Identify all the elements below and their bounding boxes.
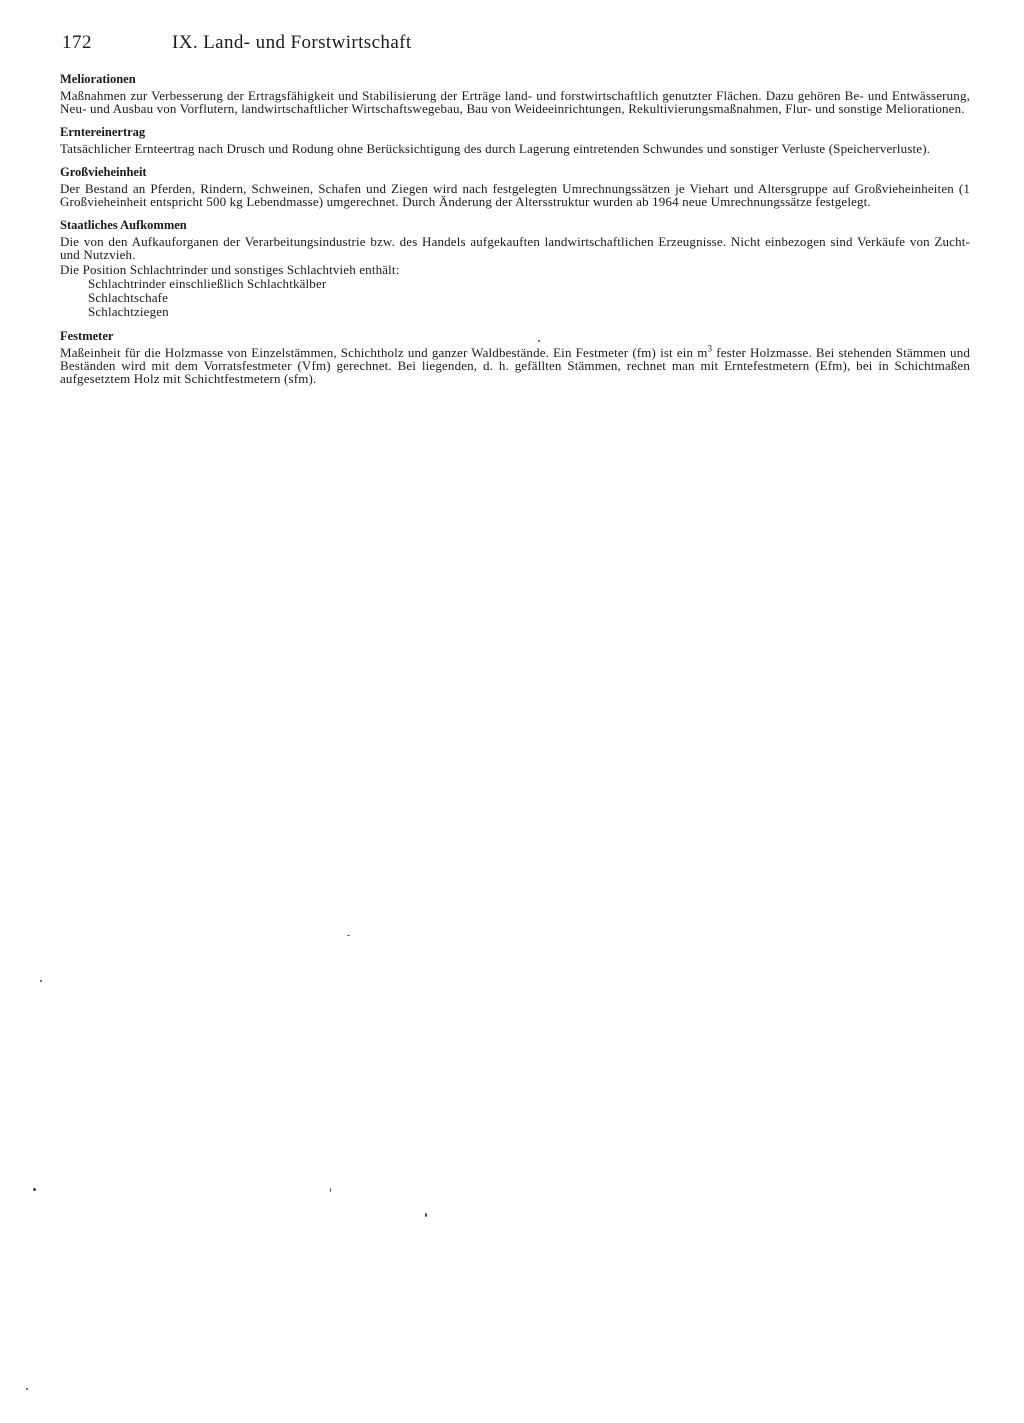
section-title: Meliorationen <box>60 72 136 86</box>
section-erntereinertrag <box>60 125 970 155</box>
scan-speck <box>26 1388 28 1390</box>
chapter-title: IX. Land- und Forstwirtschaft <box>172 32 412 53</box>
list-item: Schlachtrinder einschließlich Schlachtkälber <box>88 276 327 291</box>
slaughter-list <box>88 277 970 319</box>
festmeter-text-part-a: Maßeinheit für die Holzmasse von Einzelstämmen, Schichtholz und ganzer Waldbestände. Ein Festmeter (fm) ist ein m <box>60 345 708 360</box>
glossary-content <box>60 72 970 395</box>
festmeter-text-part-b: fester Holzmasse. Bei stehenden Stämmen und Beständen wird mit dem Vorratsfestmeter (Vfm) gerechnet. Bei liegenden, d. h. gefällten Stämmen, rechnet man mit Erntefestmetern (Efm), bei in Schichtmaßen aufgesetztem Holz mit Schichtfestmetern (sfm). <box>60 345 970 386</box>
section-grossvieheinheit <box>60 165 970 208</box>
section-meliorationen <box>60 72 970 115</box>
section-text: Der Bestand an Pferden, Rindern, Schweinen, Schafen und Ziegen wird nach festgelegten Umrechnungssätzen je Viehart und Altersgruppe auf Großvieheinheiten (1 Großvieheinheit entspricht 500 kg Lebendmasse) umgerechnet. Durch Änderung der Altersstruktur wurden ab 1964 neue Umrechnungssätze festgelegt. <box>60 181 970 209</box>
scan-speck <box>425 1213 427 1217</box>
section-text-secondary: Die Position Schlachtrinder und sonstiges Schlachtvieh enthält: <box>60 262 400 277</box>
section-festmeter <box>60 329 970 385</box>
scan-speck <box>40 980 42 982</box>
section-title: Großvieheinheit <box>60 165 147 179</box>
section-text: Maßnahmen zur Verbesserung der Ertragsfähigkeit und Stabilisierung der Erträge land- und forstwirtschaftlich genutzter Flächen. Dazu gehören Be- und Entwässerung, Neu- und Ausbau von Vorflutern, landwirtschaftlicher Wirtschaftswegebau, Bau von Weideeinrichtungen, Rekultivierungsmaßnahmen, Flur- und sonstige Meliorationen. <box>60 88 970 116</box>
scan-speck <box>347 935 350 936</box>
section-staatliches-aufkommen <box>60 218 970 319</box>
list-item: Schlachtziegen <box>88 304 169 319</box>
section-title: Staatliches Aufkommen <box>60 218 187 232</box>
scan-speck <box>538 340 540 342</box>
list-item: Schlachtschafe <box>88 290 169 305</box>
section-text: Die von den Aufkauforganen der Verarbeitungsindustrie bzw. des Handels aufgekauften landwirtschaftlichen Erzeugnisse. Nicht einbezogen sind Verkäufe von Zucht- und Nutzvieh. <box>60 234 970 262</box>
section-title: Erntereinertrag <box>60 125 146 139</box>
section-title: Festmeter <box>60 329 114 343</box>
section-text <box>60 343 970 386</box>
scan-speck <box>33 1188 36 1191</box>
cubic-superscript: 3 <box>707 343 713 354</box>
scan-speck <box>330 1188 331 1192</box>
page-number: 172 <box>62 32 92 53</box>
page-header <box>62 32 962 60</box>
section-text: Tatsächlicher Ernteertrag nach Drusch und Rodung ohne Berücksichtigung des durch Lagerung eintretenden Schwundes und sonstiger Verluste (Speicherverluste). <box>60 141 931 156</box>
